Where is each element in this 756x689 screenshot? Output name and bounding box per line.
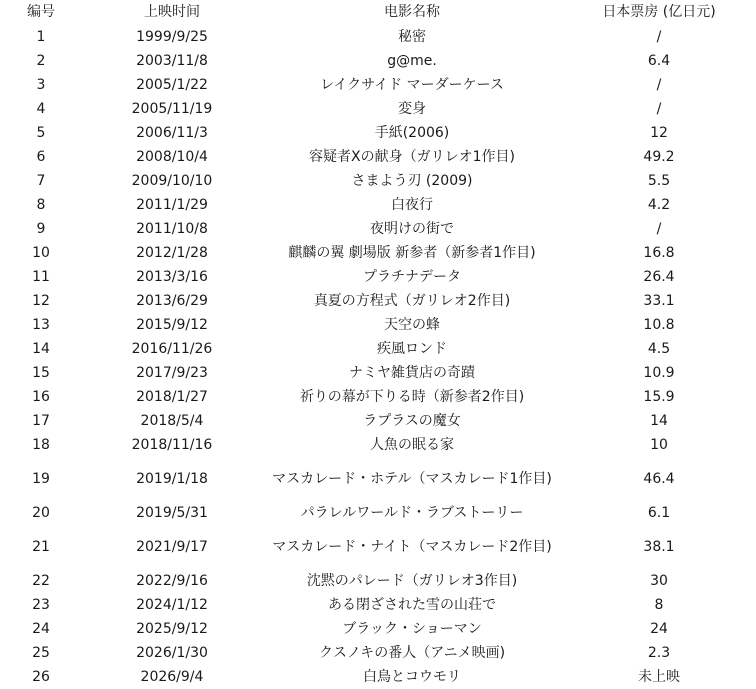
cell-number: 1 xyxy=(36,28,46,45)
cell-release-date: 2024/1/12 xyxy=(136,596,208,613)
table-row xyxy=(0,525,756,569)
cell-film-title: さまよう刃 (2009) xyxy=(351,172,473,189)
cell-number: 20 xyxy=(32,504,50,521)
cell-box-office: 12 xyxy=(650,124,668,141)
cell-release-date: 2016/11/26 xyxy=(131,340,213,357)
cell-number: 12 xyxy=(32,292,50,309)
cell-film-title: パラレルワールド・ラブストーリー xyxy=(300,504,524,521)
cell-number: 21 xyxy=(32,538,50,555)
cell-film-title: ブラック・ショーマン xyxy=(342,620,482,637)
cell-film-title: g@me. xyxy=(387,52,437,69)
cell-film-title: 容疑者Xの献身（ガリレオ1作目) xyxy=(309,148,515,165)
cell-release-date: 2019/5/31 xyxy=(136,504,208,521)
cell-film-title: 夜明けの街で xyxy=(370,220,454,237)
cell-film-title: クスノキの番人（アニメ映画) xyxy=(318,644,506,661)
table-row xyxy=(0,289,756,313)
table-row xyxy=(0,313,756,337)
cell-box-office: 8 xyxy=(654,596,664,613)
cell-film-title: ラプラスの魔女 xyxy=(363,412,461,429)
cell-box-office: 6.4 xyxy=(647,52,671,69)
header-release-date: 上映时间 xyxy=(144,4,200,20)
cell-release-date: 2013/6/29 xyxy=(136,292,208,309)
cell-box-office: / xyxy=(656,28,662,45)
table-row xyxy=(0,49,756,73)
table-row xyxy=(0,385,756,409)
cell-release-date: 2017/9/23 xyxy=(136,364,208,381)
table-row xyxy=(0,641,756,665)
cell-release-date: 2021/9/17 xyxy=(136,538,208,555)
cell-release-date: 2022/9/16 xyxy=(136,572,208,589)
cell-number: 9 xyxy=(36,220,46,237)
cell-release-date: 2009/10/10 xyxy=(131,172,213,189)
cell-release-date: 2018/11/16 xyxy=(131,436,213,453)
cell-number: 16 xyxy=(32,388,50,405)
cell-box-office: 24 xyxy=(650,620,668,637)
cell-film-title: ある閉ざされた雪の山荘で xyxy=(328,596,496,613)
cell-number: 17 xyxy=(32,412,50,429)
cell-film-title: ナミヤ雑貨店の奇蹟 xyxy=(349,364,475,381)
cell-box-office: 2.3 xyxy=(647,644,671,661)
cell-box-office: 10 xyxy=(650,436,668,453)
cell-film-title: 真夏の方程式（ガリレオ2作目) xyxy=(313,292,511,309)
table-row xyxy=(0,617,756,641)
cell-number: 11 xyxy=(32,268,50,285)
cell-release-date: 1999/9/25 xyxy=(136,28,208,45)
cell-release-date: 2026/1/30 xyxy=(136,644,208,661)
cell-film-title: 秘密 xyxy=(398,28,426,45)
cell-film-title: 白夜行 xyxy=(391,196,433,213)
cell-release-date: 2006/11/3 xyxy=(136,124,208,141)
cell-box-office: 5.5 xyxy=(647,172,671,189)
cell-box-office: 46.4 xyxy=(643,470,675,487)
cell-box-office: 4.2 xyxy=(647,196,671,213)
cell-number: 8 xyxy=(36,196,46,213)
cell-box-office: 4.5 xyxy=(647,340,671,357)
cell-film-title: 疾風ロンド xyxy=(377,340,447,357)
cell-box-office: 6.1 xyxy=(647,504,671,521)
table-row xyxy=(0,361,756,385)
cell-release-date: 2005/11/19 xyxy=(131,100,213,117)
cell-number: 10 xyxy=(32,244,50,261)
cell-film-title: 天空の蜂 xyxy=(384,316,440,333)
cell-number: 13 xyxy=(32,316,50,333)
cell-box-office: 26.4 xyxy=(643,268,675,285)
cell-film-title: レイクサイド マーダーケース xyxy=(320,76,504,93)
table-row xyxy=(0,25,756,49)
cell-film-title: マスカレード・ナイト（マスカレード2作目) xyxy=(272,538,552,555)
cell-number: 26 xyxy=(32,668,50,685)
cell-number: 3 xyxy=(36,76,46,93)
cell-box-office: 15.9 xyxy=(643,388,675,405)
cell-box-office: / xyxy=(656,76,662,93)
cell-release-date: 2025/9/12 xyxy=(136,620,208,637)
table-row xyxy=(0,409,756,433)
cell-release-date: 2018/5/4 xyxy=(140,412,204,429)
cell-release-date: 2003/11/8 xyxy=(136,52,208,69)
table-row xyxy=(0,73,756,97)
cell-film-title: マスカレード・ホテル（マスカレード1作目) xyxy=(272,470,552,487)
cell-release-date: 2008/10/4 xyxy=(136,148,208,165)
table-row xyxy=(0,217,756,241)
cell-number: 2 xyxy=(36,52,46,69)
table-row xyxy=(0,121,756,145)
header-row xyxy=(0,0,756,25)
cell-box-office: 10.9 xyxy=(643,364,675,381)
cell-release-date: 2012/1/28 xyxy=(136,244,208,261)
table-row xyxy=(0,97,756,121)
table-row xyxy=(0,457,756,501)
cell-film-title: 沈黙のパレード（ガリレオ3作目) xyxy=(306,572,518,589)
table-row xyxy=(0,193,756,217)
cell-number: 4 xyxy=(36,100,46,117)
cell-number: 19 xyxy=(32,470,50,487)
table-row xyxy=(0,569,756,593)
cell-film-title: 人魚の眠る家 xyxy=(370,436,454,453)
cell-number: 22 xyxy=(32,572,50,589)
table-row xyxy=(0,337,756,361)
cell-box-office: / xyxy=(656,100,662,117)
table-body xyxy=(0,25,756,689)
cell-number: 18 xyxy=(32,436,50,453)
cell-box-office: 未上映 xyxy=(638,668,680,685)
cell-release-date: 2005/1/22 xyxy=(136,76,208,93)
cell-box-office: 33.1 xyxy=(643,292,675,309)
cell-film-title: 白鳥とコウモリ xyxy=(363,668,461,685)
cell-number: 15 xyxy=(32,364,50,381)
cell-box-office: 30 xyxy=(650,572,668,589)
cell-film-title: プラチナデータ xyxy=(363,268,461,285)
table-row xyxy=(0,433,756,457)
cell-release-date: 2015/9/12 xyxy=(136,316,208,333)
cell-film-title: 変身 xyxy=(398,100,426,117)
cell-release-date: 2026/9/4 xyxy=(140,668,204,685)
cell-release-date: 2011/1/29 xyxy=(136,196,208,213)
header-number: 编号 xyxy=(27,4,55,20)
cell-box-office: 14 xyxy=(650,412,668,429)
cell-release-date: 2013/3/16 xyxy=(136,268,208,285)
cell-number: 7 xyxy=(36,172,46,189)
cell-box-office: 16.8 xyxy=(643,244,675,261)
cell-number: 25 xyxy=(32,644,50,661)
cell-release-date: 2018/1/27 xyxy=(136,388,208,405)
header-box-office: 日本票房 (亿日元) xyxy=(602,4,716,20)
table-row xyxy=(0,593,756,617)
cell-number: 23 xyxy=(32,596,50,613)
cell-number: 5 xyxy=(36,124,46,141)
cell-number: 24 xyxy=(32,620,50,637)
cell-release-date: 2011/10/8 xyxy=(136,220,208,237)
cell-release-date: 2019/1/18 xyxy=(136,470,208,487)
cell-number: 6 xyxy=(36,148,46,165)
cell-film-title: 麒麟の翼 劇場版 新参者（新参者1作目) xyxy=(288,244,536,261)
cell-number: 14 xyxy=(32,340,50,357)
cell-box-office: 10.8 xyxy=(643,316,675,333)
table-row xyxy=(0,169,756,193)
cell-film-title: 手紙(2006) xyxy=(374,124,450,141)
header-film-title: 电影名称 xyxy=(384,4,440,20)
table-row xyxy=(0,241,756,265)
table-row xyxy=(0,145,756,169)
cell-film-title: 祈りの幕が下りる時（新参者2作目) xyxy=(299,388,525,405)
table-row xyxy=(0,501,756,525)
cell-box-office: 49.2 xyxy=(643,148,675,165)
table-row xyxy=(0,665,756,689)
table-row xyxy=(0,265,756,289)
cell-box-office: / xyxy=(656,220,662,237)
cell-box-office: 38.1 xyxy=(643,538,675,555)
